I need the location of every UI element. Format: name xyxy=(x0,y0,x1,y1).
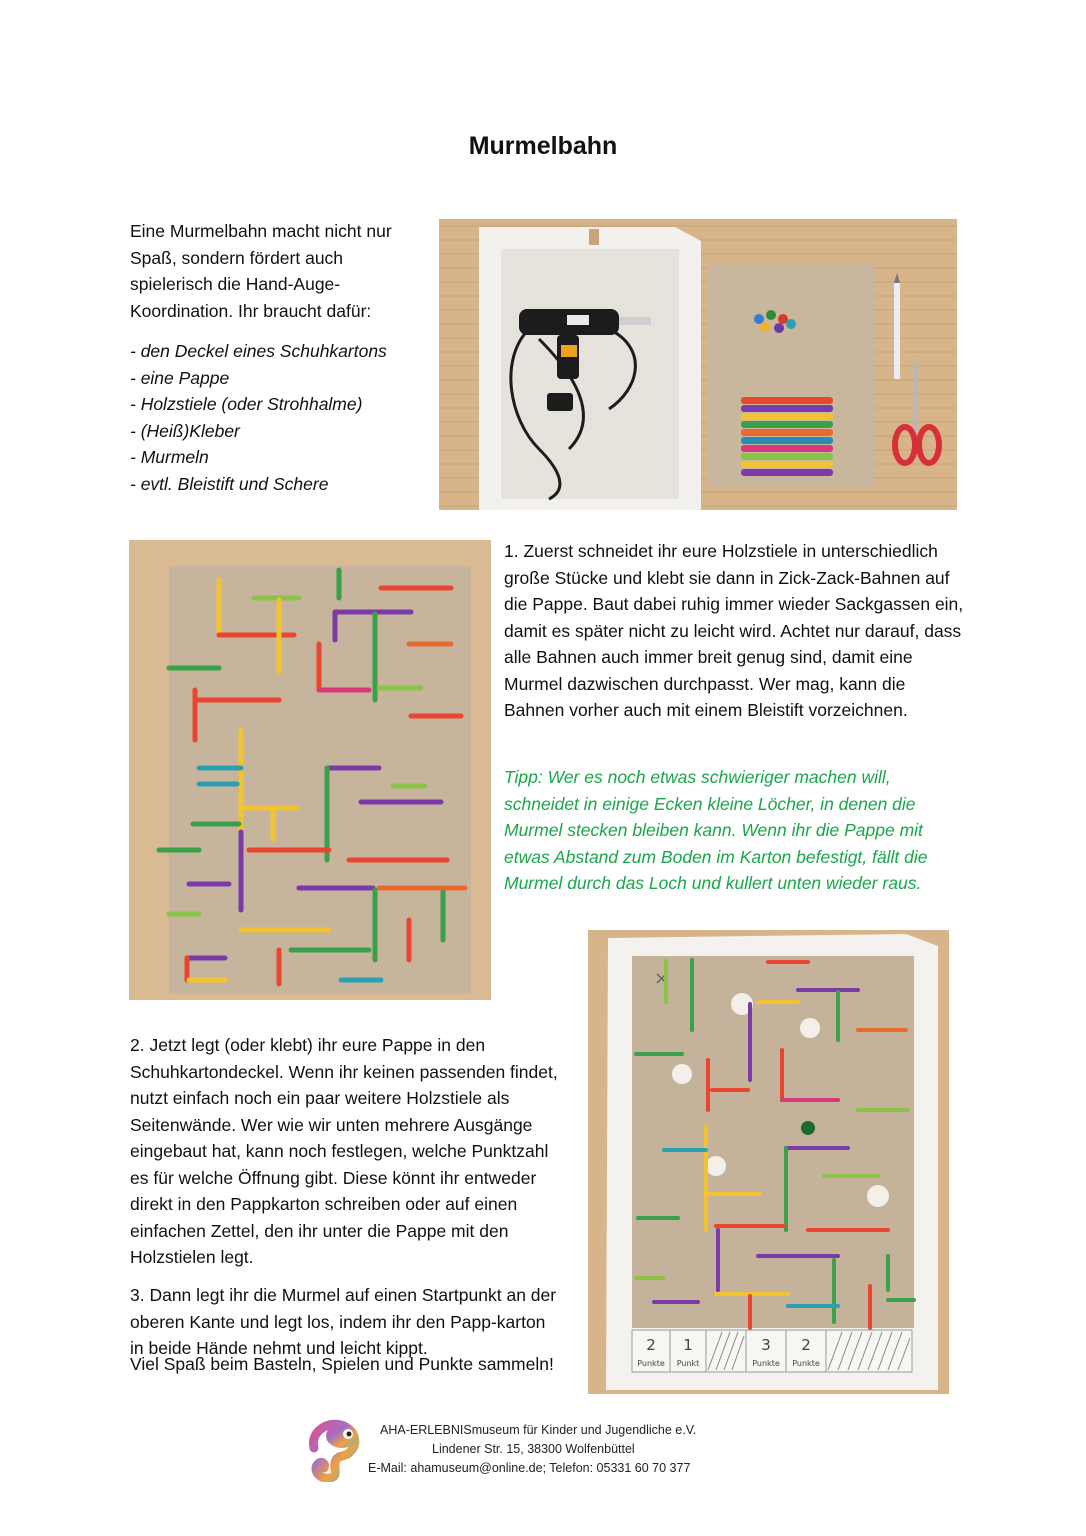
chameleon-logo xyxy=(300,1414,364,1482)
score-number: 3 xyxy=(761,1336,771,1354)
tip-text: Tipp: Wer es noch etwas schwieriger machen will, schneidet in einige Ecken kleine Löcher, in denen die Murmel stecken bleiben kann. Wenn ihr die Pappe mit etwas Abstand zum Boden im Karton befestigt, fällt die Murmel durch das Loch und kullert unten wieder raus. xyxy=(504,767,928,893)
material-item: - eine Pappe xyxy=(130,367,230,388)
footer-org: AHA-ERLEBNISmuseum für Kinder und Jugendliche e.V. xyxy=(380,1423,697,1437)
intro-text: Eine Murmelbahn macht nicht nur Spaß, sondern fördert auch spielerisch die Hand-Auge-Koordination. Ihr braucht dafür: xyxy=(130,221,392,321)
materials-photo xyxy=(439,219,957,510)
score-number: 2 xyxy=(801,1336,811,1354)
step-1-paragraph xyxy=(504,538,964,724)
material-item: - Murmeln xyxy=(130,447,209,467)
step-2-text: 2. Jetzt legt (oder klebt) ihr eure Pappe in den Schuhkartondeckel. Wenn ihr keinen passenden findet, nutzt einfach noch ein paar weitere Holzstiele als Seitenwände. Wer wie wir unten mehrere Ausgänge eingebaut hat, kann noch festlegen, welche Punktzahl es für welche Öffnung gibt. Diese könnt ihr entweder direkt in den Pappkarton schreiben oder auf einen einfachen Zettel, den ihr unter die Pappe mit den Holzstielen legt. xyxy=(130,1035,558,1267)
footer-contact: E-Mail: ahamuseum@online.de; Telefon: 05331 60 70 377 xyxy=(368,1461,691,1475)
intro-paragraph xyxy=(130,218,430,324)
material-item: - (Heiß)Kleber xyxy=(130,420,240,441)
footer-street: Lindener Str. 15, 38300 Wolfenbüttel xyxy=(432,1442,635,1456)
score-label: Punkte xyxy=(792,1359,820,1368)
maze-photo xyxy=(129,540,491,1000)
step-2-paragraph xyxy=(130,1032,560,1271)
material-item: - Holzstiele (oder Strohhalme) xyxy=(130,394,363,414)
score-number: 2 xyxy=(646,1336,656,1354)
score-number: 1 xyxy=(683,1336,693,1354)
score-label: Punkte xyxy=(637,1359,665,1368)
closing-text: Viel Spaß beim Basteln, Spielen und Punkte sammeln! xyxy=(130,1354,554,1374)
material-item: - evtl. Bleistift und Schere xyxy=(130,473,329,494)
score-label: Punkt xyxy=(676,1359,700,1368)
scoreboard xyxy=(632,1330,912,1372)
footer-address xyxy=(368,1421,760,1478)
step-3-text: 3. Dann legt ihr die Murmel auf einen Startpunkt an der oberen Kante und legt los, indem ihr den Papp-karton in beide Hände nehmt und leicht kippt. xyxy=(130,1285,557,1358)
material-item: - den Deckel eines Schuhkartons xyxy=(130,341,387,361)
step-3-paragraph xyxy=(130,1282,560,1362)
tip-paragraph xyxy=(504,764,964,897)
page-title: Murmelbahn xyxy=(468,132,618,160)
step-1-text: 1. Zuerst schneidet ihr eure Holzstiele in unterschiedlich große Stücke und klebt sie dann in Zick-Zack-Bahnen auf die Pappe. Baut dabei ruhig immer wieder Sackgassen ein, damit es später nicht zu leicht wird. Achtet nur darauf, dass alle Bahnen auch immer breit genug sind, damit eine Murmel dazwischen durchpasst. Wer mag, kann die Bahnen vorher auch mit einem Bleistift vorzeichnen. xyxy=(504,541,964,720)
closing-line xyxy=(130,1351,580,1378)
maze-box-photo xyxy=(588,930,949,1394)
svg-text:×: × xyxy=(654,968,670,989)
score-label: Punkte xyxy=(752,1359,780,1368)
materials-list xyxy=(130,338,430,497)
